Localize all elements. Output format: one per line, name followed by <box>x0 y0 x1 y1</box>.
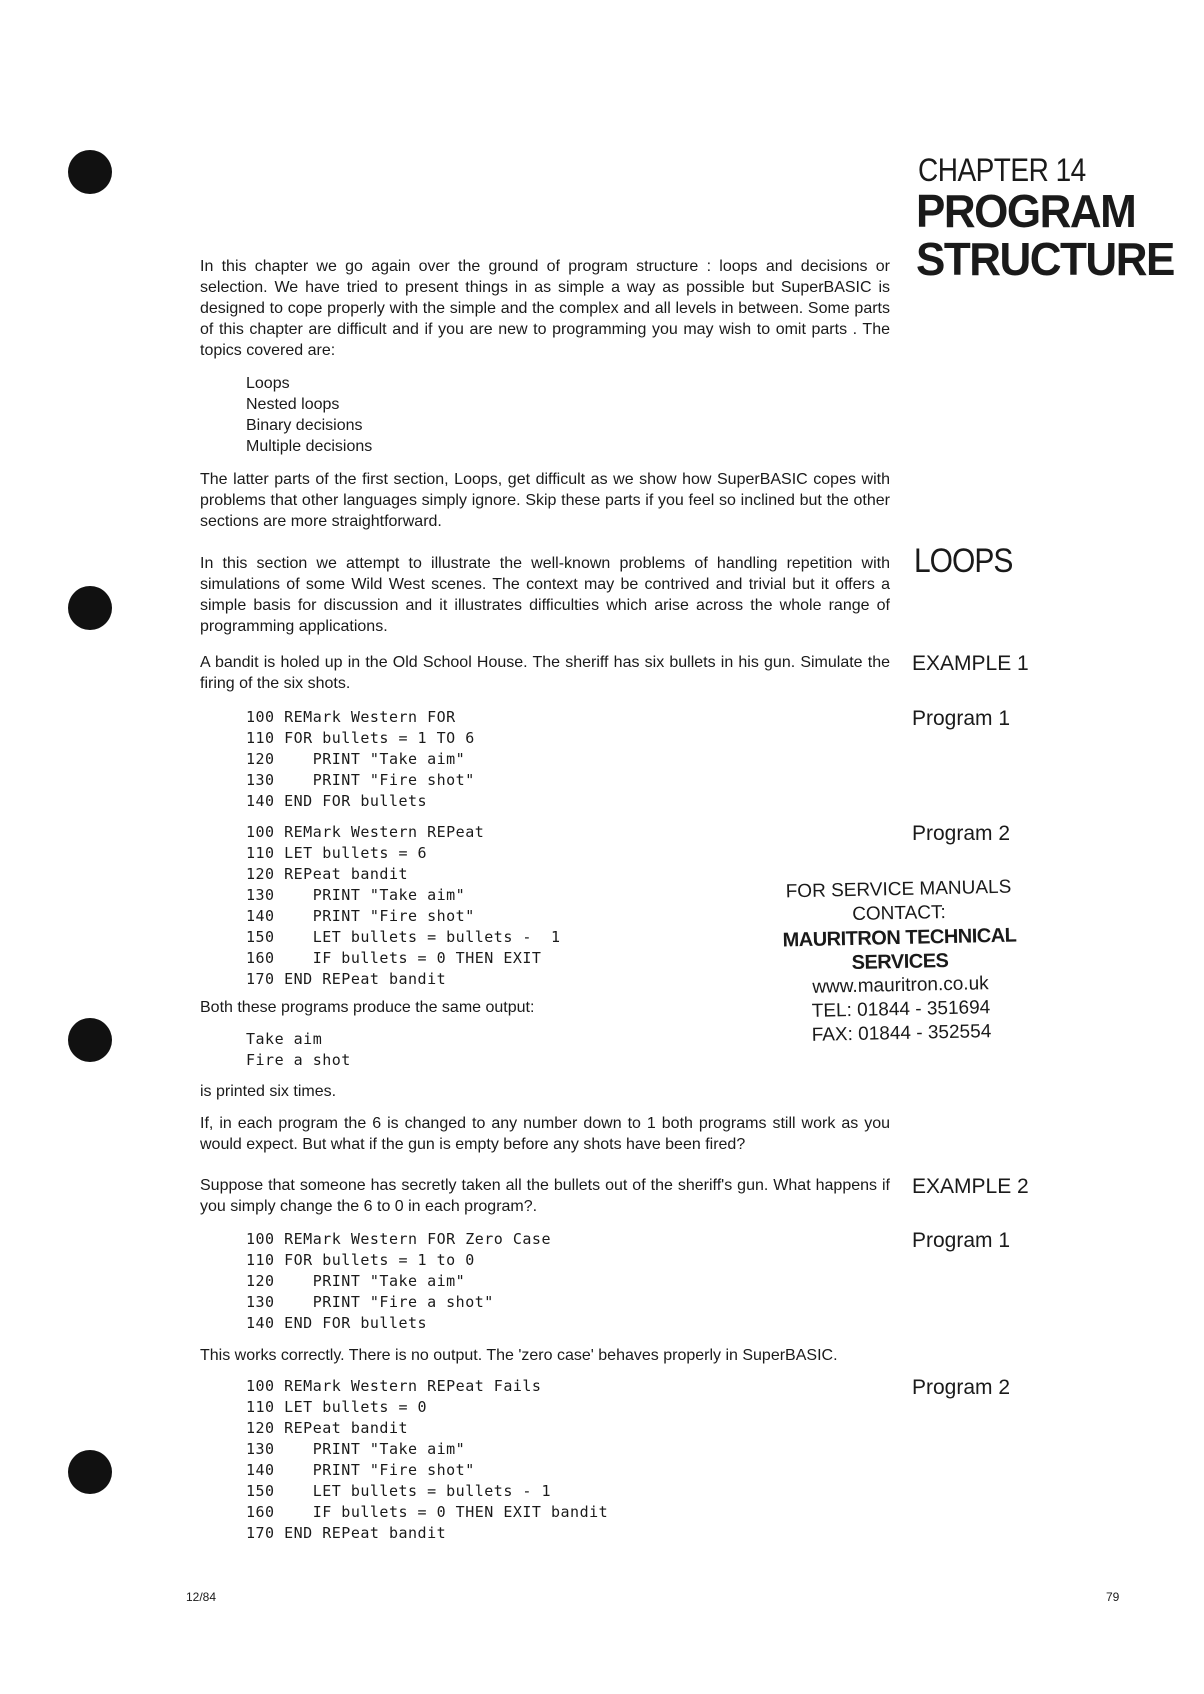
output-note: is printed six times. <box>200 1083 337 1100</box>
chapter-title-line2: STRUCTURE <box>916 234 1174 286</box>
intro-paragraph: In this chapter we go again over the ground of program structure : loops and decisions or selection. We have tried to present things in as simple a way as possible but SuperBASIC is designed to cope properly with the simple and the complex and all levels in between. Some parts of this chapter are difficult and if you are new to programming you may wish to omit parts . The topics covered are: <box>200 258 890 359</box>
stamp-tel: TEL: 01844 - 351694 <box>811 997 991 1022</box>
example1-program1-label: Program 1 <box>912 707 1011 730</box>
example1-program2-label: Program 2 <box>912 822 1011 845</box>
chapter-title <box>916 185 1174 286</box>
chapter-title-line1: PROGRAM <box>916 185 1136 238</box>
example2-program1-label: Program 1 <box>912 1229 1011 1252</box>
footer-date: 12/84 <box>186 1590 217 1604</box>
loops-paragraph: In this section we attempt to illustrate the well-known problems of handling repetition with simulations of some Wild West scenes. The context may be contrived and trivial but it offers a simple basis for discussion and it illustrates difficulties which arise across the whole range of programming applications. <box>200 555 890 635</box>
binder-hole-3 <box>68 1018 112 1062</box>
example2-label: EXAMPLE 2 <box>912 1175 1029 1198</box>
intro-note: The latter parts of the first section, Loops, get difficult as we show how SuperBASIC copes with problems that other languages simply ignore. Skip these parts if you feel so inclined but the other sections are more straightforward. <box>200 471 890 530</box>
example2-program2-code: 100 REMark Western REPeat Fails 110 LET bullets = 0 120 REPeat bandit 130 PRINT "Take aim" 140 PRINT "Fire shot" 150 LET bullets = bullets - 1 160 IF bullets = 0 THEN EXIT bandit 170 END REPeat bandit <box>246 1377 609 1542</box>
topic-item: Multiple decisions <box>246 438 373 455</box>
stamp-fax: FAX: 01844 - 352554 <box>811 1021 992 1046</box>
service-stamp <box>738 875 1061 1050</box>
example2-program2-label: Program 2 <box>912 1376 1011 1399</box>
stamp-company: MAURITRON TECHNICAL SERVICES <box>782 924 1017 975</box>
topic-item: Binary decisions <box>246 417 363 434</box>
page-number: 79 <box>1106 1590 1120 1604</box>
zero-case-note: This works correctly. There is no output. The 'zero case' behaves properly in SuperBASIC. <box>200 1347 838 1364</box>
stamp-line2: CONTACT: <box>851 902 946 925</box>
chapter-label: CHAPTER 14 <box>918 152 1086 188</box>
section-heading-loops: LOOPS <box>914 542 1013 580</box>
stamp-website: www.mauritron.co.uk <box>812 973 989 998</box>
topic-item: Nested loops <box>246 396 340 413</box>
binder-hole-4 <box>68 1450 112 1494</box>
binder-hole-2 <box>68 586 112 630</box>
example1-paragraph: A bandit is holed up in the Old School House. The sheriff has six bullets in his gun. Simulate the firing of the six shots. <box>200 654 890 692</box>
stamp-line1: FOR SERVICE MANUALS <box>785 876 1012 903</box>
output-intro: Both these programs produce the same output: <box>200 999 535 1016</box>
example1-label: EXAMPLE 1 <box>912 652 1029 675</box>
example1-program2-code: 100 REMark Western REPeat 110 LET bullets = 6 120 REPeat bandit 130 PRINT "Take aim" 140 PRINT "Fire shot" 150 LET bullets = bullets - 1 160 IF bullets = 0 THEN EXIT 170 END REPeat bandit <box>246 823 561 988</box>
topic-list <box>246 373 372 457</box>
output-code: Take aim Fire a shot <box>246 1030 351 1069</box>
example1-program1-code: 100 REMark Western FOR 110 FOR bullets = 1 TO 6 120 PRINT "Take aim" 130 PRINT "Fire shot" 140 END FOR bullets <box>246 708 475 810</box>
example2-paragraph: Suppose that someone has secretly taken all the bullets out of the sheriff's gun. What happens if you simply change the 6 to 0 in each program?. <box>200 1177 890 1215</box>
example2-program1-code: 100 REMark Western FOR Zero Case 110 FOR bullets = 1 to 0 120 PRINT "Take aim" 130 PRINT "Fire a shot" 140 END FOR bullets <box>246 1230 551 1332</box>
example1-followup: If, in each program the 6 is changed to any number down to 1 both programs still work as you would expect. But what if the gun is empty before any shots have been fired? <box>200 1115 890 1153</box>
topic-item: Loops <box>246 375 290 392</box>
binder-hole-1 <box>68 150 112 194</box>
